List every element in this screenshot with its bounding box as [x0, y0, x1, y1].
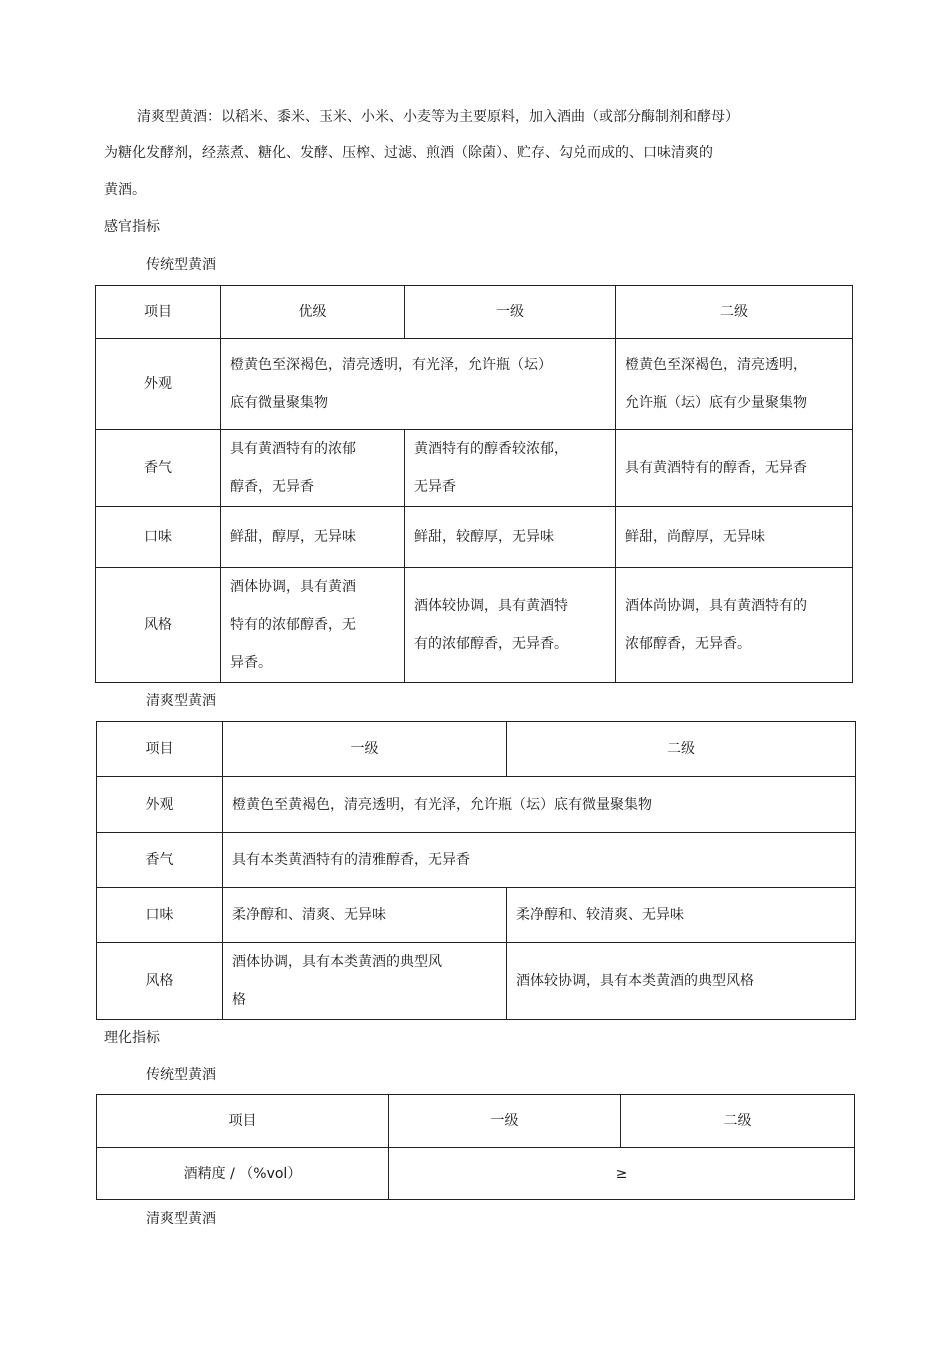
intro-line-1: 清爽型黄酒：以稻米、黍米、玉米、小米、小麦等为主要原料，加入酒曲（或部分酶制剂和酵母） [137, 109, 739, 125]
table-row [97, 888, 856, 943]
physchem-traditional-caption: 传统型黄酒 [146, 1067, 216, 1083]
table-row [97, 777, 856, 833]
table-row [96, 286, 853, 339]
table-cell: 柔净醇和、较清爽、无异味 [507, 888, 856, 943]
header-cell: 二级 [616, 286, 853, 339]
table-cell: ≥ [389, 1148, 855, 1200]
table-cell [405, 507, 616, 568]
traditional-sensory-table [95, 285, 853, 683]
cell-line: 鲜甜，尚醇厚，无异味 [625, 529, 765, 545]
table-row [97, 1095, 855, 1148]
table-cell [221, 568, 405, 683]
header-cell: 项目 [96, 286, 221, 339]
row-label: 外观 [97, 777, 223, 833]
table-cell: 橙黄色至黄褐色，清亮透明，有光泽，允许瓶（坛）底有微量聚集物 [223, 777, 856, 833]
header-cell: 二级 [507, 722, 856, 777]
intro-line-2: 为糖化发酵剂，经蒸煮、糖化、发酵、压榨、过滤、煎酒（除菌）、贮存、勾兑而成的、口味清爽的 [104, 145, 713, 161]
table-row [97, 722, 856, 777]
physchem-light-caption: 清爽型黄酒 [146, 1211, 216, 1227]
cell-line: 具有黄酒特有的浓郁 [230, 441, 356, 457]
table-row [96, 568, 853, 683]
cell-line: 酒体较协调，具有黄酒特 [414, 598, 568, 614]
cell-line: 酒体协调，具有黄酒 [230, 579, 356, 595]
physchem-heading: 理化指标 [104, 1030, 160, 1046]
header-cell: 项目 [97, 722, 223, 777]
row-label: 风格 [97, 943, 223, 1020]
cell-line: 鲜甜，醇厚，无异味 [230, 529, 356, 545]
table-cell [405, 568, 616, 683]
header-cell: 二级 [621, 1095, 855, 1148]
table-cell: 酒体较协调，具有本类黄酒的典型风格 [507, 943, 856, 1020]
cell-line: 橙黄色至深褐色，清亮透明， [625, 357, 807, 373]
table-cell [616, 507, 853, 568]
traditional-caption: 传统型黄酒 [146, 257, 216, 273]
cell-line: 橙黄色至深褐色，清亮透明，有光泽，允许瓶（坛） [230, 357, 552, 373]
table-cell: 具有本类黄酒特有的清雅醇香，无异香 [223, 833, 856, 888]
table-row [96, 339, 853, 430]
cell-line: 底有微量聚集物 [230, 395, 328, 411]
cell-line: 酒体尚协调，具有黄酒特有的 [625, 598, 807, 614]
cell-line: 醇香，无异香 [230, 479, 314, 495]
row-label: 香气 [96, 430, 221, 507]
row-label: 口味 [96, 507, 221, 568]
table-row [97, 833, 856, 888]
cell-line: 格 [232, 992, 246, 1008]
table-cell [616, 339, 853, 430]
table-row [96, 430, 853, 507]
table-cell [221, 339, 616, 430]
table-cell [223, 943, 507, 1020]
physchem-traditional-table [96, 1094, 855, 1200]
cell-line: 允许瓶（坛）底有少量聚集物 [625, 395, 807, 411]
cell-line: 有的浓郁醇香，无异香。 [414, 636, 568, 652]
table-row [97, 1148, 855, 1200]
table-cell [405, 430, 616, 507]
cell-line: 酒体协调，具有本类黄酒的典型风 [232, 954, 442, 970]
row-label: 香气 [97, 833, 223, 888]
table-cell [616, 568, 853, 683]
header-cell: 一级 [223, 722, 507, 777]
row-label: 酒精度 / （%vol） [97, 1148, 389, 1200]
table-cell [221, 507, 405, 568]
cell-line: 鲜甜，较醇厚，无异味 [414, 529, 554, 545]
light-caption: 清爽型黄酒 [146, 693, 216, 709]
table-cell: 柔净醇和、清爽、无异味 [223, 888, 507, 943]
table-row [96, 507, 853, 568]
cell-line: 特有的浓郁醇香，无 [230, 617, 356, 633]
header-cell: 项目 [97, 1095, 389, 1148]
cell-line: 无异香 [414, 479, 456, 495]
cell-line: 异香。 [230, 655, 272, 671]
cell-line: 具有黄酒特有的醇香，无异香 [625, 460, 807, 476]
header-cell: 一级 [405, 286, 616, 339]
cell-line: 浓郁醇香，无异香。 [625, 636, 751, 652]
intro-line-3: 黄酒。 [104, 182, 146, 198]
table-cell [221, 430, 405, 507]
header-cell: 一级 [389, 1095, 621, 1148]
sensory-heading: 感官指标 [104, 219, 160, 235]
cell-line: 黄酒特有的醇香较浓郁， [414, 441, 568, 457]
table-row [97, 943, 856, 1020]
table-cell [616, 430, 853, 507]
row-label: 外观 [96, 339, 221, 430]
row-label: 口味 [97, 888, 223, 943]
light-sensory-table [96, 721, 856, 1020]
header-cell: 优级 [221, 286, 405, 339]
row-label: 风格 [96, 568, 221, 683]
